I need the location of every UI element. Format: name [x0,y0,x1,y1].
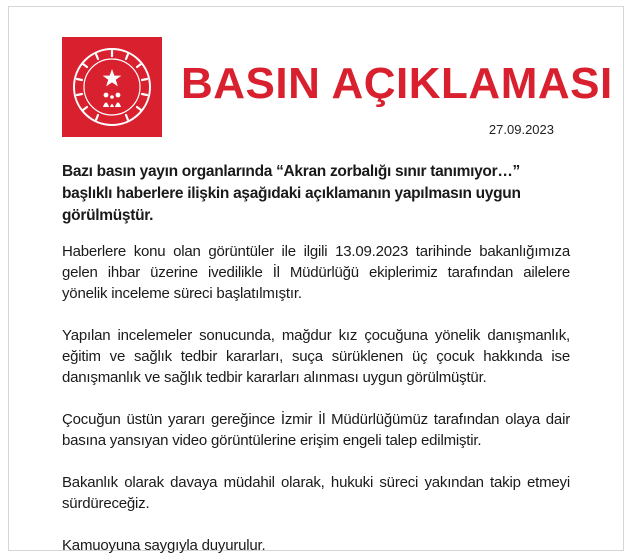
paragraph-access-ban: Çocuğun üstün yararı gereğince İzmir İl Müdürlüğümüz tarafından olaya dair basına yansıyan video görüntülerine erişim engeli talep edilmiştir. [62,411,570,449]
release-date: 27.09.2023 [488,122,554,137]
press-release-body [62,161,570,556]
paragraph-legal-follow-up: Bakanlık olarak davaya müdahil olarak, hukuki süreci yakından takip etmeyi sürdüreceğiz. [62,474,570,512]
paragraph-decisions: Yapılan incelemeler sonucunda, mağdur kız çocuğuna yönelik danışmanlık, eğitim ve sağlık tedbir kararları, suça sürüklenen üç çocuk hakkında ise danışmanlık ve sağlık tedbir kararları alınması uygun görülmüştür. [62,327,570,386]
ministry-emblem-icon [62,37,162,137]
lead-paragraph: Bazı basın yayın organlarında “Akran zorbalığı sınır tanımıyor…” başlıklı haberlere ilişkin aşağıdaki açıklamanın yapılmasın uygun görülmüştür. [62,163,521,224]
paragraph-closing: Kamuoyuna saygıyla duyurulur. [62,537,266,554]
page-title: BASIN AÇIKLAMASI [181,59,613,108]
paragraph-investigation: Haberlere konu olan görüntüler ile ilgili 13.09.2023 tarihinde bakanlığımıza gelen ihbar üzerine ivedilikle İl Müdürlüğü ekiplerimiz tarafından ailelere yönelik inceleme süreci başlatılmıştır. [62,243,570,302]
